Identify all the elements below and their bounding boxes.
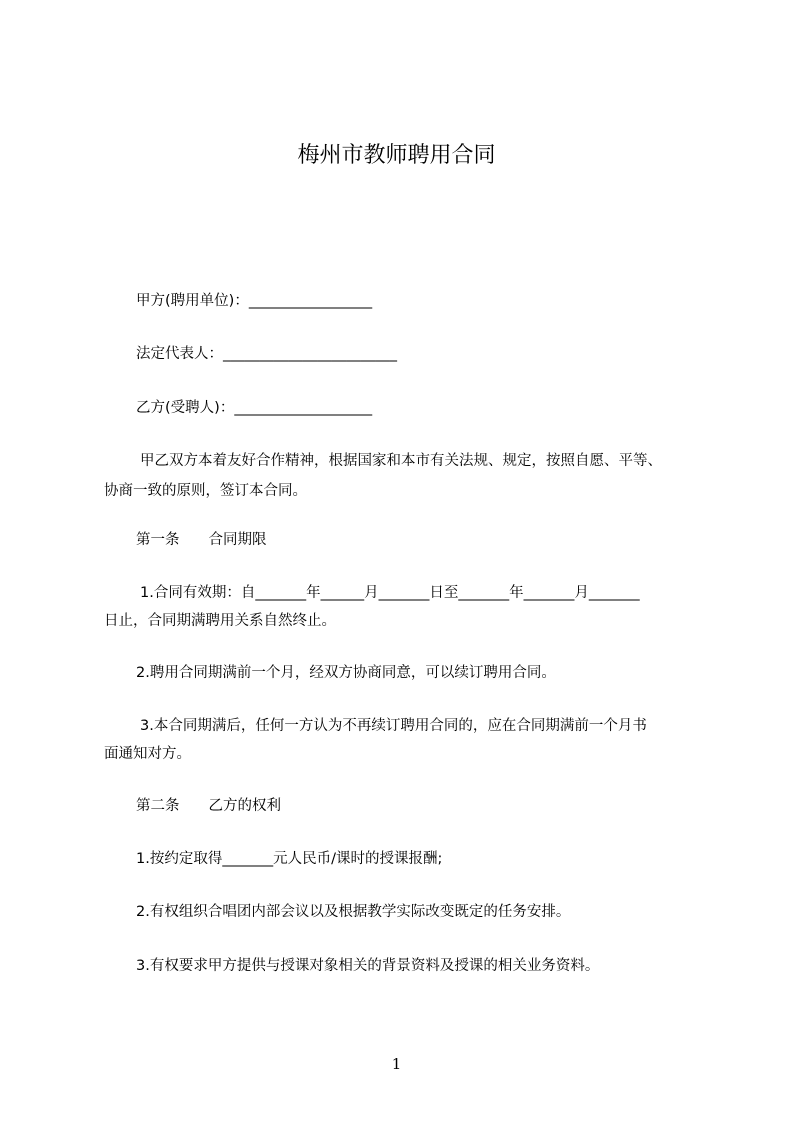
article-1-item-3-line-1: 3.本合同期满后，任何一方认为不再续订聘用合同的，应在合同期满前一个月书 — [140, 718, 647, 734]
article-1-heading: 第一条 合同期限 — [136, 532, 267, 548]
article-1-item-2: 2.聘用合同期满前一个月，经双方协商同意，可以续订聘用合同。 — [136, 665, 556, 681]
article-2-item-3: 3.有权要求甲方提供与授课对象相关的背景资料及授课的相关业务资料。 — [136, 958, 600, 974]
preamble-line-1: 甲乙双方本着友好合作精神，根据国家和本市有关法规、规定，按照自愿、平等、 — [140, 453, 662, 469]
article-2-item-2: 2.有权组织合唱团内部会议以及根据教学实际改变既定的任务安排。 — [136, 904, 571, 920]
page-title: 梅州市教师聘用合同 — [297, 143, 496, 168]
article-2-heading: 第二条 乙方的权利 — [136, 798, 281, 814]
page-number: 1 — [391, 1055, 402, 1073]
party-b-field: 乙方(受聘人)：___________________ — [136, 400, 373, 416]
article-1-item-3-line-2: 面通知对方。 — [104, 746, 191, 762]
article-1-item-1-line-2: 日止，合同期满聘用关系自然终止。 — [104, 613, 336, 629]
party-a-field: 甲方(聘用单位)：_________________ — [136, 293, 373, 309]
article-1-item-1-line-1: 1.合同有效期：自_______年______月_______日至_______年_______月_______ — [140, 585, 640, 601]
article-2-item-1: 1.按约定取得_______元人民币/课时的授课报酬; — [136, 851, 443, 867]
legal-representative-field: 法定代表人：________________________ — [136, 346, 397, 362]
preamble-line-2: 协商一致的原则，签订本合同。 — [104, 483, 307, 499]
